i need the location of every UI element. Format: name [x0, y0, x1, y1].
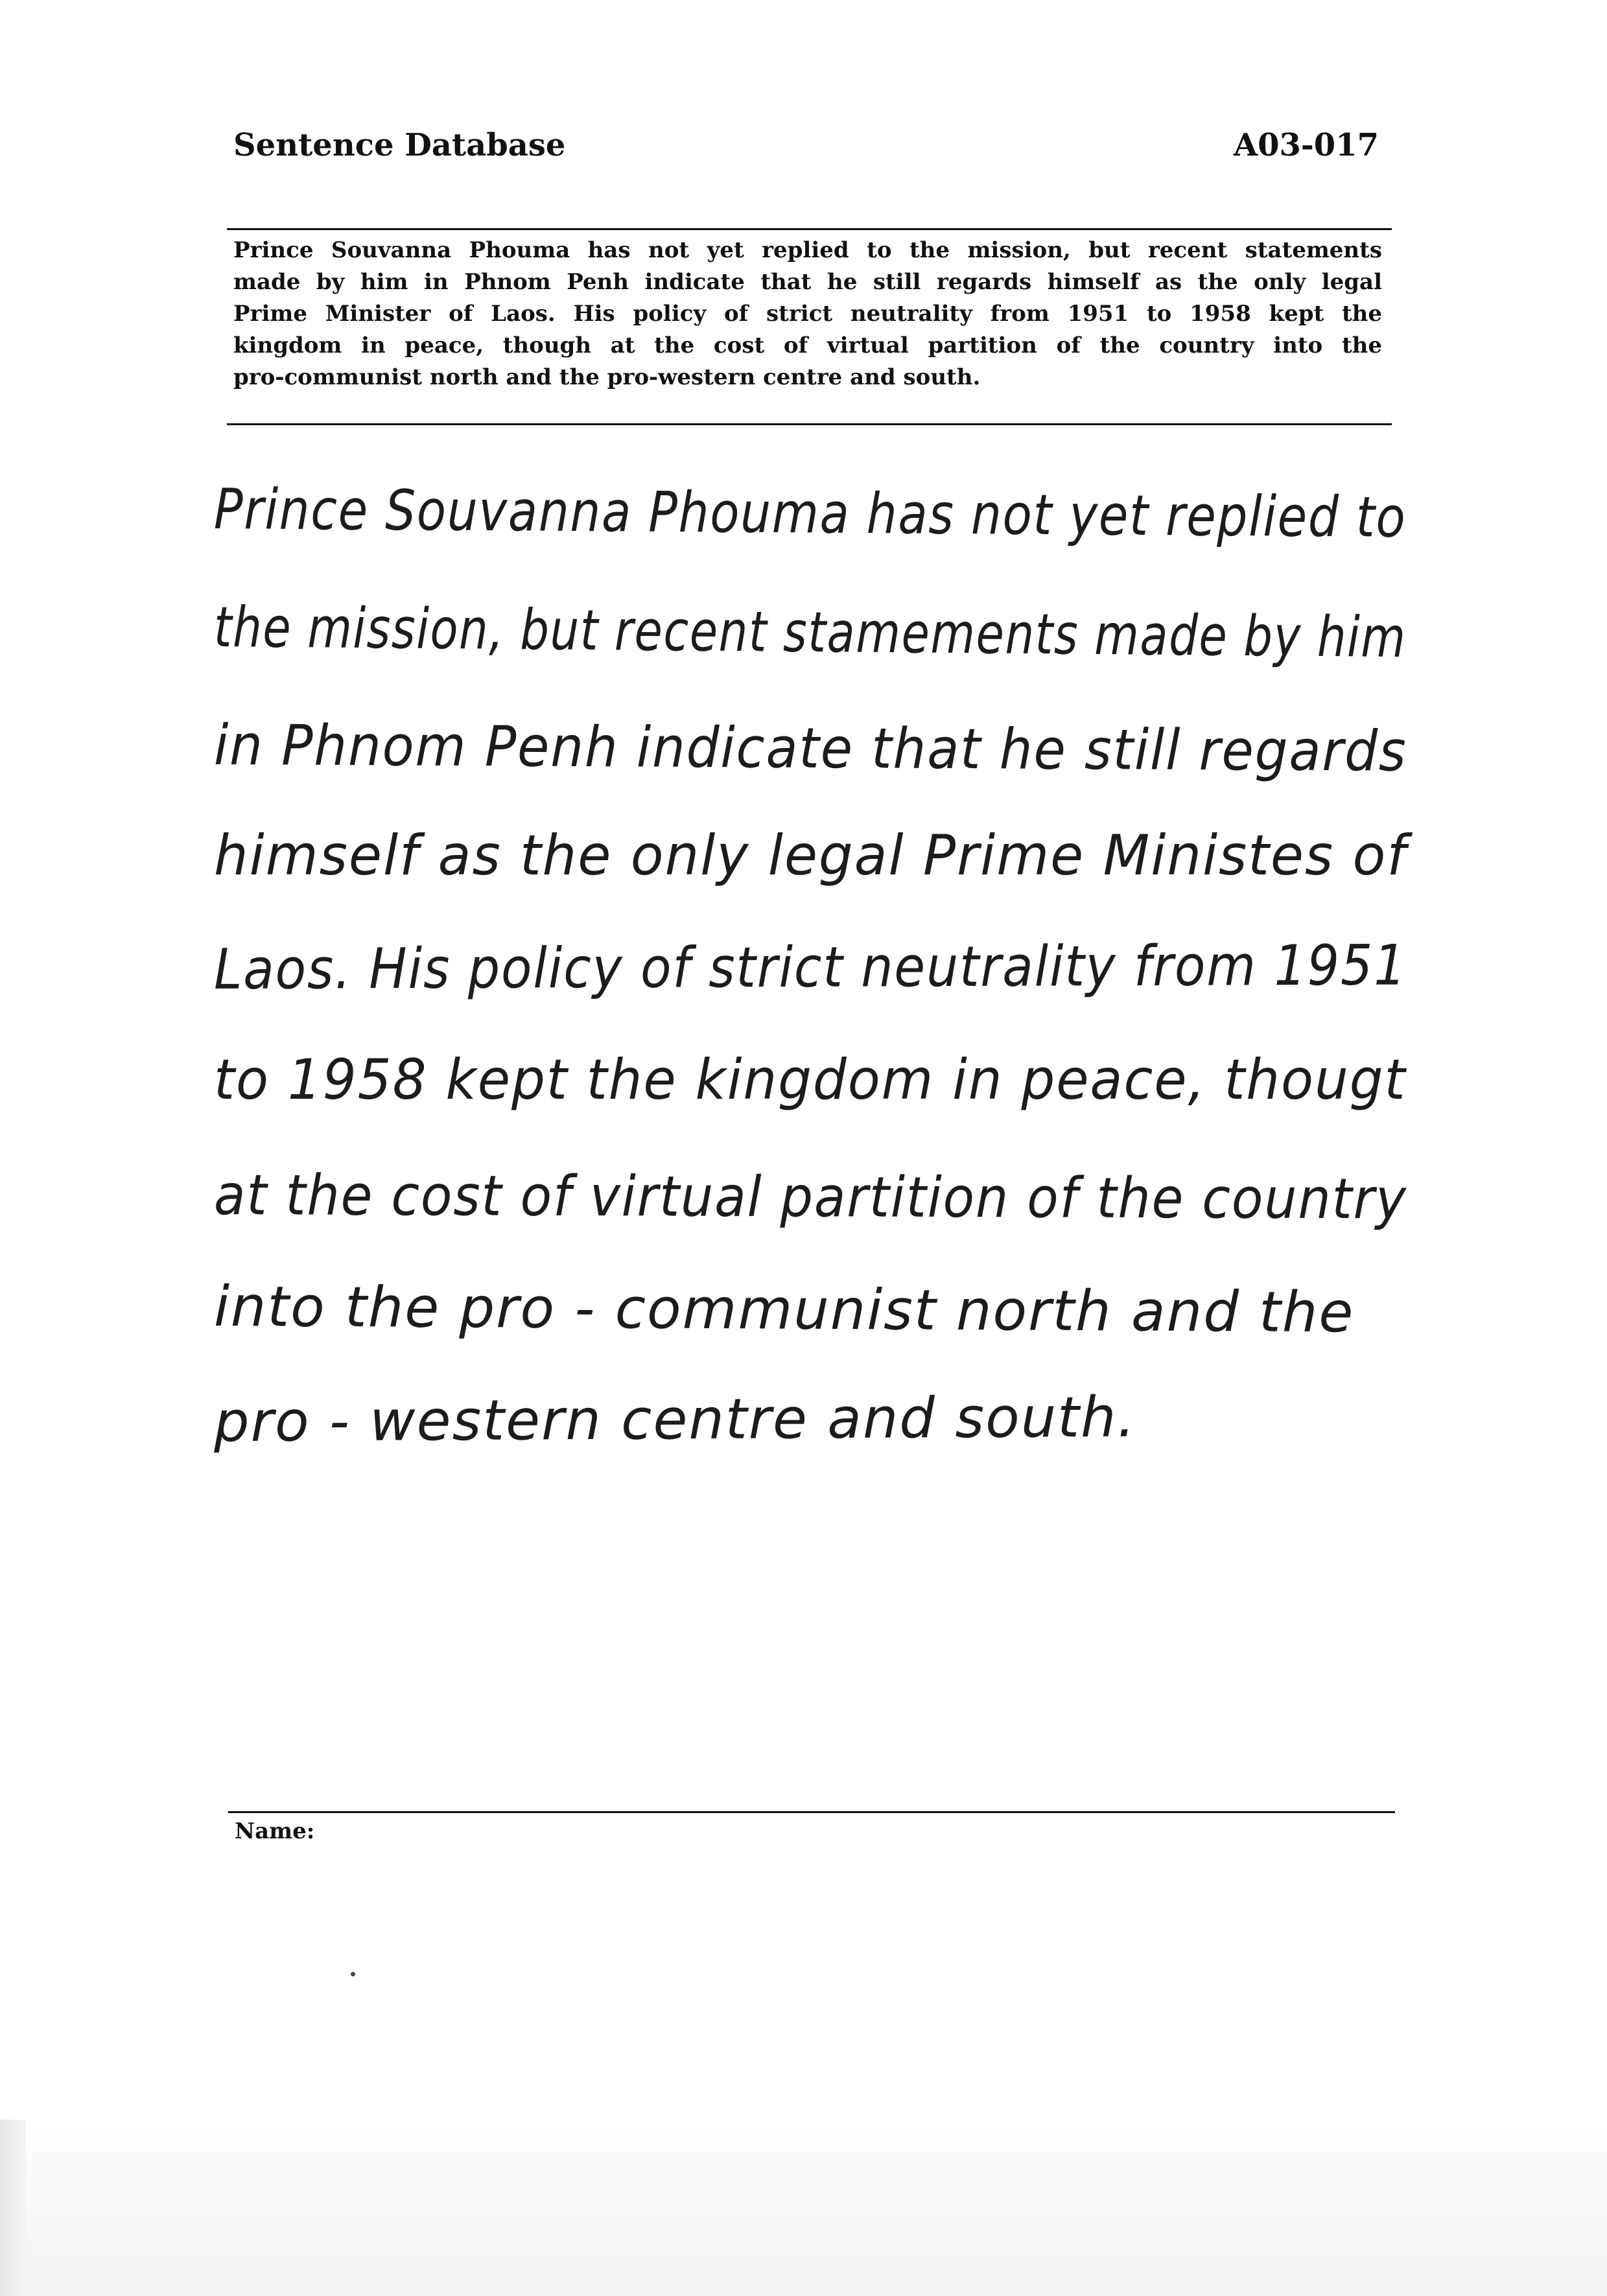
handwriting-line: into the pro - communist north and the [213, 1274, 1355, 1346]
prompt-line: Prime Minister of Laos. His policy of strict neutrality from 1951 to 1958 kept the [233, 301, 1382, 327]
printed-prompt-text [233, 235, 1382, 393]
top-divider [227, 228, 1392, 230]
name-label: Name: [235, 1818, 315, 1844]
prompt-line: Prince Souvanna Phouma has not yet replied to the mission, but recent statements [233, 237, 1382, 263]
bottom-divider [228, 1811, 1395, 1813]
handwriting-line: in Phnom Penh indicate that he still regards [213, 713, 1407, 784]
form-id: A03-017 [1233, 127, 1379, 163]
handwriting-line: to 1958 kept the kingdom in peace, thougt [214, 1048, 1407, 1112]
scan-edge-shadow [0, 2120, 1607, 2296]
prompt-line: pro-communist north and the pro-western centre and south. [233, 364, 981, 390]
handwriting-line: the mission, but recent stamements made by him [213, 595, 1407, 671]
handwriting-line: at the cost of virtual partition of the country [213, 1163, 1408, 1232]
scan-speck [351, 1972, 355, 1976]
handwriting-line: himself as the only legal Prime Ministes of [214, 823, 1407, 888]
scan-corner-shadow [0, 2120, 26, 2296]
handwriting-line: Laos. His policy of strict neutrality from 1951 [213, 933, 1407, 1002]
handwriting-line: Prince Souvanna Phouma has not yet replied to [213, 477, 1407, 550]
handwriting-line: pro - western centre and south. [213, 1385, 1137, 1455]
middle-divider [227, 423, 1392, 425]
prompt-line: kingdom in peace, though at the cost of virtual partition of the country into the [233, 333, 1382, 358]
document-title: Sentence Database [233, 127, 566, 163]
prompt-line: made by him in Phnom Penh indicate that he still regards himself as the only legal [233, 269, 1382, 295]
